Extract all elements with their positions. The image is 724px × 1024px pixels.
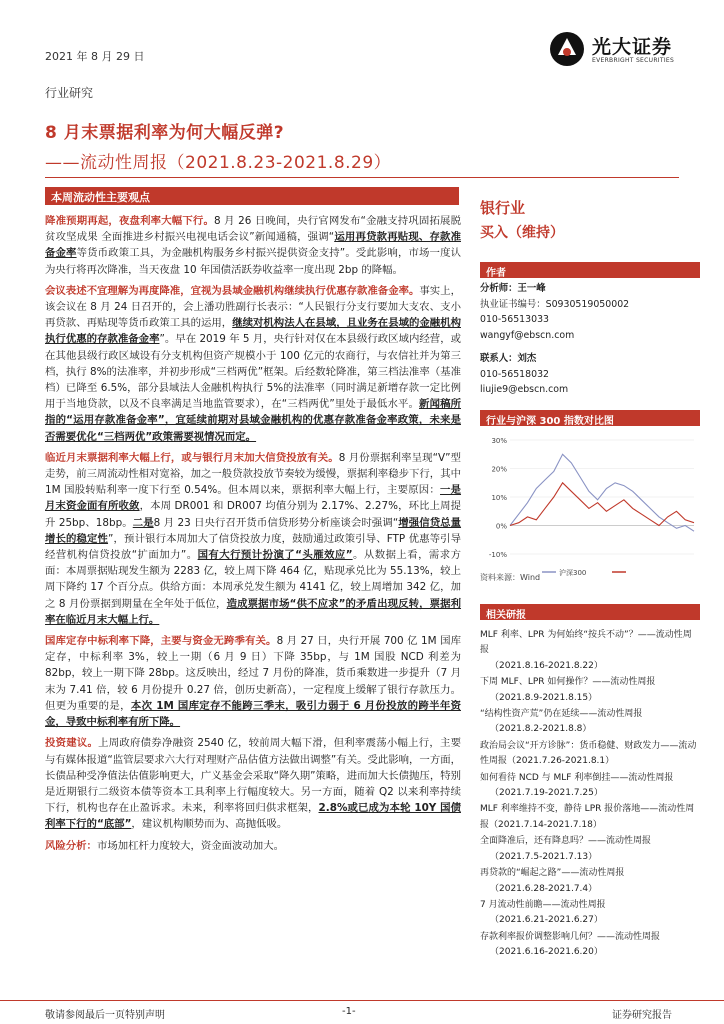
paragraph-text: 。从数据上看，需求方面：本周票据贴现发生额为 2283 亿，较上周下降 464 亿，贴现承兑比为 55.13%，较上周下降约 17 个百分点。供给方面：本周承兑发生额为 4141 亿，较上周增加 342 亿，加之 8 月份票据到期量在全年处于低位， (45, 549, 462, 610)
paragraph-lead: 风险分析： (45, 839, 97, 852)
index-comparison-chart (480, 432, 702, 582)
footer-disclaimer: 敬请参阅最后一页特别声明 (45, 1010, 165, 1021)
report-title: 8 月末票据利率为何大幅反弹? (45, 123, 285, 143)
related-report-date: （2021.8.2-2021.8.8） (490, 724, 592, 735)
related-report-item[interactable] (480, 628, 700, 674)
section-header (45, 187, 459, 205)
paragraph-text: 事实上，该会议在 8 月 24 日召开的，会上潘功胜副行长表示：“人民银行分支行要加大支农、支小再贷款、再贴现等货币政策工具的运用， (45, 284, 461, 330)
paragraph-text: 8 月 26 日晚间，央行官网发布“金融支持巩固拓展脱贫攻坚成果 全面推进乡村振兴电视电话会议”新闻通稿，强调“ (45, 215, 461, 244)
related-report-date: （2021.8.9-2021.8.15） (490, 692, 598, 703)
report-date: 2021 年 8 月 29 日 (45, 50, 145, 63)
chart-header-text: 行业与沪深 300 指数对比图 (486, 416, 614, 427)
paragraph-lead: 会议表述不宜理解为再度降准，宜视为县域金融机构继续执行优惠存款准备金率。 (45, 284, 420, 297)
paragraph-text: ”，预计银行本周加大了信贷投放力度，鼓励通过政策引导、FTP 优惠等引导经营机构信贷投放“扩面加力”。 (45, 532, 461, 562)
related-report-title: 存款利率报价调整影响几何？——流动性周报 (480, 931, 661, 942)
author-block (480, 281, 700, 398)
paragraph-3 (45, 450, 461, 628)
analyst-license: 执业证书编号：S0930519050002 (480, 298, 630, 310)
paragraph-lead: 降准预期再起，夜盘利率大幅下行。 (45, 215, 215, 227)
paragraph-5 (45, 735, 461, 832)
paragraph-2 (45, 283, 461, 445)
related-report-item[interactable] (480, 898, 700, 929)
related-report-title: “结构性资产荒”仍在延续——流动性周报 (480, 709, 643, 720)
logo-text: 光大证券 (592, 36, 673, 58)
logo-subtext: EVERBRIGHT SECURITIES (592, 57, 675, 64)
paragraph-emphasis: 2.8%或已成为本轮 10Y 国债利率下行的“底部” (45, 802, 461, 831)
related-report-item[interactable] (480, 707, 700, 738)
y-tick-label: 30% (491, 437, 507, 445)
y-tick-label: 20% (491, 465, 507, 474)
paragraph-text: ，本周 DR001 和 DR007 均值分别为 2.17%、2.27%，环比上周提升 25bp、18bp。 (45, 500, 461, 529)
paragraph-text: 市场加杠杆力度较大，资金面波动加大。 (96, 839, 284, 852)
paragraph-emphasis: 本次 1M 国库定存不能跨三季末，吸引力弱于 6 月份投放的跨半年资金，导致中标利率有所下降。 (45, 699, 461, 729)
report-subtitle: ——流动性周报（2021.8.23-2021.8.29） (45, 153, 392, 173)
paragraph-emphasis: 运用再贷款再贴现、存款准备金率 (45, 231, 461, 260)
contact-phone: 010-56518032 (480, 368, 549, 380)
paragraph-emphasis: 一是月末资金面有所收敛 (45, 484, 462, 513)
paragraph-4 (45, 633, 461, 730)
related-report-title: 7 月流动性前瞻——流动性周报 (480, 899, 606, 910)
analyst-name: 分析师：王一峰 (480, 283, 546, 294)
related-header-text: 相关研报 (486, 610, 526, 621)
related-report-date: （2021.6.16-2021.6.20） (490, 947, 603, 958)
paragraph-emphasis: 国有大行预计扮演了“头雁效应” (197, 549, 353, 562)
footer-report-type: 证券研究报告 (612, 1010, 672, 1021)
related-report-item[interactable] (480, 739, 700, 770)
paragraph-emphasis: 新闻稿所指的“运用存款准备金率”，宜延续前期对县域金融机构的优惠存款准备金率政策，未来是否需要优化“三档两优”政策需要视情况而定。 (45, 398, 461, 443)
related-report-title: MLF 利率、LPR 为何始终“按兵不动”？——流动性周报 (480, 630, 692, 656)
related-report-item[interactable] (480, 771, 700, 802)
related-report-title: MLF 利率维持不变，静待 LPR 报价落地——流动性周报（2021.7.14-2021.7.18） (480, 804, 695, 830)
industry-label: 银行业 (480, 199, 526, 217)
analyst-email[interactable]: wangyf@ebscn.com (480, 329, 575, 341)
related-report-item[interactable] (480, 834, 700, 865)
page-number: -1- (342, 1006, 356, 1017)
paragraph-emphasis: 增强信贷总量增长的稳定性 (45, 516, 462, 545)
paragraph-text: ，建议机构顺势而为、高抛低吸。 (131, 818, 288, 831)
rating-label: 买入（维持） (480, 225, 564, 241)
paragraph-6 (45, 838, 461, 854)
paragraph-text: 8 月 23 日央行召开货币信贷形势分析座谈会时强调“ (153, 516, 399, 529)
company-logo (548, 30, 698, 70)
y-tick-label: 10% (491, 494, 507, 502)
y-tick-label: -10% (488, 551, 507, 559)
paragraph-text: 等货币政策工具，为金融机构服务乡村振兴提供资金支持”。受此影响，市场一度认为央行将再次降准，当天夜盘 10 年国债活跃券收益率一度出现 2bp 的降幅。 (45, 247, 461, 276)
related-report-title: 全面降准后，还有降息吗？——流动性周报 (480, 836, 652, 847)
legend-label: 沪深300 (559, 569, 587, 577)
chart-header (480, 410, 700, 426)
related-report-title: 下周 MLF、LPR 如何操作？——流动性周报 (480, 677, 656, 688)
section-title: 本周流动性主要观点 (51, 191, 150, 204)
related-report-title: 如何看待 NCD 与 MLF 利率倒挂——流动性周报 (480, 772, 674, 783)
paragraph-text: 8 月份票据利率呈现“V”型走势，前三周流动性相对宽裕，加之一般贷款投放节奏较为缓慢，票据利率稳步下行，其中 1M 国股转贴利率一度下行至 0.54%。但本周以来，票据利率大幅上行，主要原因： (45, 451, 461, 497)
title-divider (45, 177, 679, 178)
paragraph-emphasis: 造成票据市场“供不应求”的矛盾出现反转，票据利率在临近月末大幅上行。 (45, 597, 462, 626)
related-report-item[interactable] (480, 866, 700, 897)
paragraph-text: ”。早在 2019 年 5 月，央行针对仅在本县级行政区域内经营，或在其他县级行政区域设有分支机构但资产规模小于 100 亿元的农商行，与农信社并为第三档，执行 8%的法准率，并初步形成“三档两优”框架。后经数轮降准，第三档法准率（基准档）已降至 6.5%，部分县域法人金融机构执行 5%的法准率（同时满足新增存款一定比例用于当地贷款，以及不良率满足当地监管要求），在“三档两优”里处于最低水平。 (45, 333, 462, 411)
y-tick-label: 0% (495, 522, 507, 531)
author-header-text: 作者 (486, 268, 506, 279)
paragraph-text: 8 月 27 日，央行开展 700 亿 1M 国库定存，中标利率 3%，较上一期（6 月 9 日）下降 35bp，与 1M 国股 NCD 利差为 82bp，较上一期下降 28bp。这反映出，经过 7 月份的降准，货币乘数进一步提升（7 月末为 7.41 倍，较 6 月份提升 0.27 倍，创历史新高），一定程度上缓解了银行存款压力。但更为重要的是， (45, 635, 461, 712)
paragraph-emphasis: 二是 (132, 516, 154, 529)
footer-divider (0, 1000, 724, 1001)
contact-email[interactable]: liujie9@ebscn.com (480, 384, 569, 395)
related-report-date: （2021.7.5-2021.7.13） (490, 851, 598, 862)
paragraph-lead: 投资建议。 (45, 737, 99, 750)
main-body (45, 213, 461, 859)
related-report-item[interactable] (480, 930, 700, 961)
analyst-phone: 010-56513033 (480, 314, 549, 325)
related-report-title: 再贷款的“崛起之路”——流动性周报 (480, 868, 625, 879)
paragraph-emphasis: 继续对机构法人在县域，且业务在县域的金融机构执行优惠的存款准备金率 (45, 317, 461, 346)
chart-source: 资料来源：Wind (480, 573, 541, 582)
related-report-item[interactable] (480, 675, 700, 706)
paragraph-lead: 临近月末票据利率大幅上行，或与银行月末加大信贷投放有关。 (45, 451, 339, 464)
related-report-title: 政治局会议“开方诊脉”：货币稳健、财政发力——流动性周报（2021.7.26-2021.8.1） (480, 740, 697, 767)
related-header (480, 604, 700, 620)
series-line-1 (510, 483, 694, 526)
related-report-item[interactable] (480, 802, 700, 833)
series-line-0 (510, 454, 694, 531)
related-report-date: （2021.7.19-2021.7.25） (490, 788, 603, 799)
paragraph-1 (45, 213, 461, 278)
logo-mark-icon (548, 30, 586, 68)
related-report-date: （2021.6.28-2021.7.4） (490, 883, 598, 894)
contact-name: 联系人：刘杰 (480, 353, 537, 364)
related-report-date: （2021.8.16-2021.8.22） (490, 660, 603, 671)
report-category: 行业研究 (45, 86, 94, 100)
author-header (480, 262, 700, 278)
related-reports-list (480, 628, 700, 962)
paragraph-text: 上周政府债券净融资 2540 亿，较前周大幅下滑，但利率震荡小幅上行，主要与有媒体报道“监管层要求六大行对理财产品估值方法做出调整”有关。受此影响，一方面，长债品种受净值法估值影响更大，广义基金会采取“降久期”策略，进而加大长债抛压，特别是近期银行二级资本债等资本工具利率上行幅度较大。另一方面，随着 Q2 以来利率持续下行，机构也存在止盈诉求。未来，利率将回归供求框架， (45, 737, 462, 815)
paragraph-lead: 国库定存中标利率下降，主要与资金无跨季有关。 (45, 635, 277, 648)
related-report-date: （2021.6.21-2021.6.27） (490, 915, 603, 926)
